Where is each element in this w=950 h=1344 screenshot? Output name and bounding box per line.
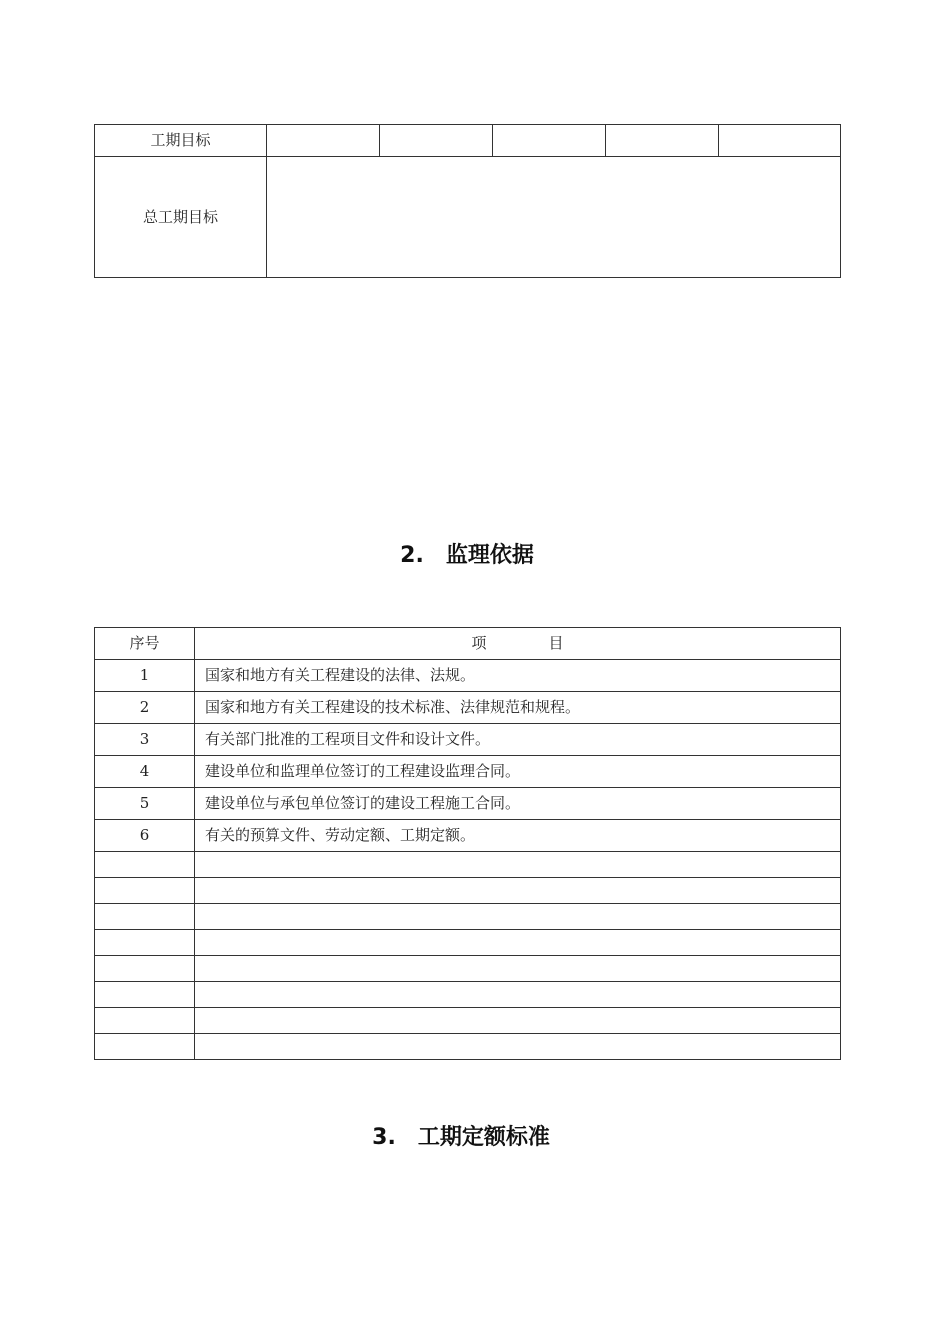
- empty-cell[interactable]: [95, 1008, 195, 1034]
- empty-table-row: [95, 904, 841, 930]
- row-number: 6: [95, 820, 195, 852]
- table-row: [95, 660, 841, 692]
- schedule-target-label: 工期目标: [95, 125, 267, 157]
- row-item: 建设单位与承包单位签订的建设工程施工合同。: [195, 788, 841, 820]
- supervision-basis-table: [94, 627, 841, 1060]
- row-item: 有关部门批准的工程项目文件和设计文件。: [195, 724, 841, 756]
- section-number: 3.: [372, 1125, 396, 1150]
- empty-cell[interactable]: [195, 852, 841, 878]
- empty-table-row: [95, 1008, 841, 1034]
- section-title: 工期定额标准: [417, 1125, 550, 1150]
- empty-cell[interactable]: [95, 956, 195, 982]
- table-row: [95, 756, 841, 788]
- section-number: 2.: [400, 543, 424, 568]
- row-item: 建设单位和监理单位签订的工程建设监理合同。: [195, 756, 841, 788]
- total-schedule-target-label: 总工期目标: [95, 157, 267, 278]
- empty-table-row: [95, 956, 841, 982]
- row-number: 2: [95, 692, 195, 724]
- table-row: [95, 724, 841, 756]
- table-row: [95, 692, 841, 724]
- row-number: 5: [95, 788, 195, 820]
- header-item-part1: 项: [471, 634, 487, 652]
- empty-cell[interactable]: [95, 878, 195, 904]
- empty-table-row: [95, 982, 841, 1008]
- schedule-target-cell[interactable]: [719, 125, 841, 157]
- section-heading-3: [0, 1120, 936, 1151]
- empty-cell[interactable]: [195, 904, 841, 930]
- schedule-target-cell[interactable]: [380, 125, 493, 157]
- row-item: 国家和地方有关工程建设的法律、法规。: [195, 660, 841, 692]
- row-number: 4: [95, 756, 195, 788]
- header-item-part2: 目: [548, 634, 564, 652]
- header-item: [195, 628, 841, 660]
- header-serial-no: 序号: [95, 628, 195, 660]
- empty-cell[interactable]: [195, 1008, 841, 1034]
- empty-cell[interactable]: [95, 982, 195, 1008]
- empty-cell[interactable]: [195, 1034, 841, 1060]
- section-heading-2: [0, 538, 942, 569]
- row-item: 有关的预算文件、劳动定额、工期定额。: [195, 820, 841, 852]
- empty-table-row: [95, 878, 841, 904]
- empty-cell[interactable]: [195, 930, 841, 956]
- table-row: [95, 820, 841, 852]
- table-row: [95, 788, 841, 820]
- empty-cell[interactable]: [95, 852, 195, 878]
- section-title: 监理依据: [445, 543, 534, 568]
- empty-table-row: [95, 852, 841, 878]
- row-item: 国家和地方有关工程建设的技术标准、法律规范和规程。: [195, 692, 841, 724]
- empty-cell[interactable]: [95, 904, 195, 930]
- schedule-target-cell[interactable]: [267, 125, 380, 157]
- schedule-target-cell[interactable]: [493, 125, 606, 157]
- empty-table-row: [95, 930, 841, 956]
- row-number: 3: [95, 724, 195, 756]
- empty-cell[interactable]: [95, 930, 195, 956]
- empty-cell[interactable]: [95, 1034, 195, 1060]
- schedule-target-cell[interactable]: [606, 125, 719, 157]
- total-schedule-target-cell[interactable]: [267, 157, 841, 278]
- empty-cell[interactable]: [195, 956, 841, 982]
- empty-cell[interactable]: [195, 878, 841, 904]
- schedule-target-table: [94, 124, 841, 278]
- row-number: 1: [95, 660, 195, 692]
- table-header-row: [95, 628, 841, 660]
- empty-cell[interactable]: [195, 982, 841, 1008]
- empty-table-row: [95, 1034, 841, 1060]
